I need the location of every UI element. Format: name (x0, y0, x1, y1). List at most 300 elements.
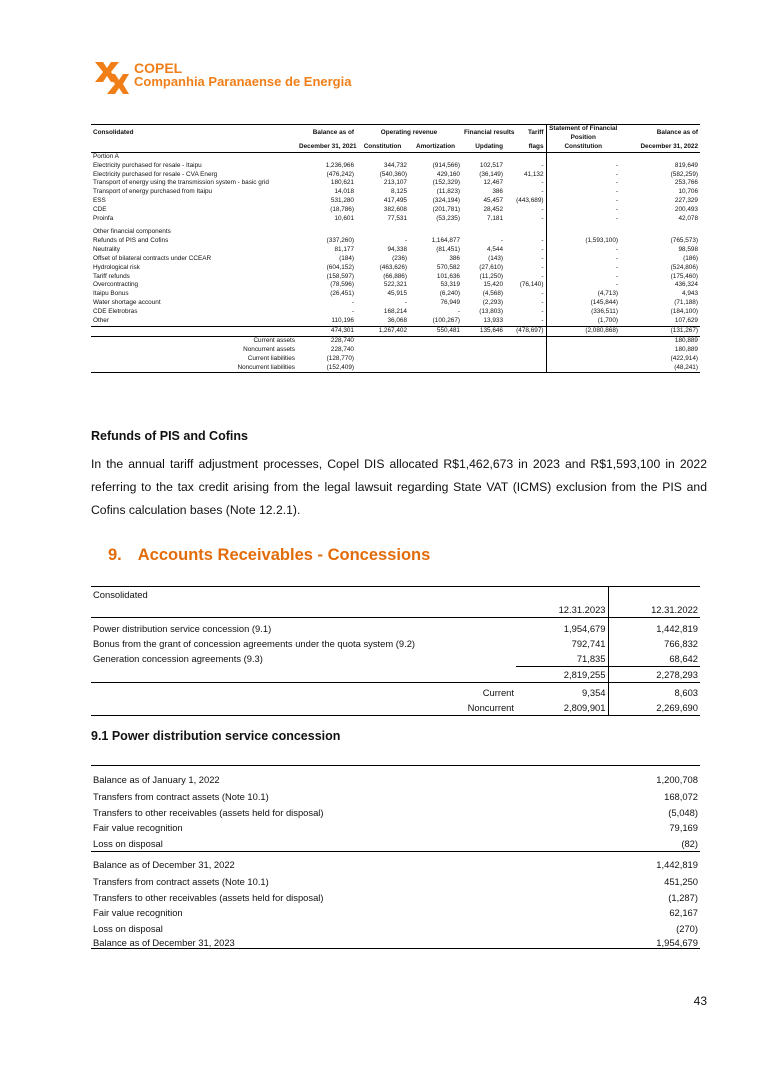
row-label: Transport of energy using the transmission system - basic grid (93, 179, 269, 187)
table-cell: - (546, 255, 620, 264)
table-cell: (18,786) (330, 206, 354, 214)
table-row (91, 290, 700, 299)
table-cell: (175,460) (670, 272, 698, 280)
table-cell: 14,018 (334, 188, 354, 196)
summary-value: 228,740 (330, 345, 354, 353)
table-cell: 9,354 (582, 687, 606, 698)
receivables-header-row (91, 602, 700, 618)
table-cell: 382,608 (383, 206, 407, 214)
column-header: Updating (462, 143, 505, 152)
table-row (91, 281, 700, 290)
table-cell: - (351, 299, 354, 307)
table-cell: 819,649 (674, 161, 698, 169)
table-row (91, 206, 700, 215)
other-components-label: Other financial components (93, 227, 171, 235)
table-cell: (66,886) (383, 272, 407, 280)
empty-cell (620, 152, 700, 161)
summary-value: (422,914) (670, 354, 698, 362)
empty-cell (505, 152, 546, 161)
table-row (91, 820, 700, 836)
table-cell: (145,844) (546, 299, 620, 308)
empty-cell (505, 355, 546, 364)
table-cell: 213,107 (383, 179, 407, 187)
section-9-1-heading: 9.1 Power distribution service concession (91, 729, 341, 743)
table-cell: 8,125 (391, 188, 407, 196)
table-row (91, 921, 700, 937)
table-cell: (36,149) (479, 170, 503, 178)
table-row (91, 246, 700, 255)
empty-cell (409, 364, 462, 373)
table-cell: - (546, 215, 620, 224)
portion-a-label: Portion A (93, 152, 119, 160)
empty-cell (516, 587, 608, 603)
table-cell: 71,835 (576, 653, 606, 664)
total-cell: (2,080,868) (546, 326, 620, 336)
table-cell: - (541, 215, 544, 223)
row-label: Itaipu Bonus (93, 290, 129, 298)
table-cell: 386 (449, 254, 460, 262)
table-cell: (337,260) (326, 236, 354, 244)
receivables-corner-row (91, 587, 700, 603)
column-header: Amortization (409, 143, 462, 152)
total-row (91, 667, 700, 683)
summary-value: 180,889 (674, 345, 698, 353)
row-label: Neutrality (93, 245, 120, 253)
table-cell: (6,240) (439, 290, 460, 298)
table-row (91, 308, 700, 317)
table-cell: 76,949 (440, 299, 460, 307)
table-cell: (152,329) (432, 179, 460, 187)
table-cell: 42,078 (678, 215, 698, 223)
table-cell: 101,636 (436, 272, 460, 280)
row-label: Transfers to other receivables (assets held for disposal) (93, 891, 324, 903)
empty-cell (546, 228, 620, 237)
table-cell: (582,259) (670, 170, 698, 178)
receivables-table (91, 586, 700, 716)
table-cell: (71,188) (674, 299, 698, 307)
table-cell: 451,250 (664, 876, 698, 888)
table-row (91, 317, 700, 326)
row-label: Fair value recognition (93, 907, 183, 919)
table-cell: (4,713) (546, 290, 620, 299)
table-row (91, 852, 700, 875)
total-cell: (478,697) (505, 326, 546, 336)
table-cell: - (546, 273, 620, 282)
header-blank (91, 143, 297, 152)
table-row (91, 618, 700, 637)
table-cell: - (541, 290, 544, 298)
table-cell: (53,235) (436, 215, 460, 223)
table-cell: - (541, 161, 544, 169)
column-header: Tariff (505, 125, 546, 143)
table-cell: (26,451) (330, 290, 354, 298)
row-label: Refunds of PIS and Cofins (93, 236, 169, 244)
empty-cell (462, 228, 505, 237)
row-label: Transfers from contract assets (Note 10.1) (93, 791, 269, 803)
table-cell: 570,582 (436, 263, 460, 271)
column-header: Balance as of (297, 125, 356, 143)
table-cell: 792,741 (571, 638, 606, 649)
refunds-paragraph: In the annual tariff adjustment processes, Copel DIS allocated R$1,462,673 in 2023 and R$1,593,100 in 2022 referring to the tax credit arising from the legal lawsuit regarding State VAT (ICMS) exclusion from the PIS and Cofins calculation bases (Note 12.2.1). (91, 457, 707, 517)
empty-cell (356, 336, 409, 345)
table-cell: 62,167 (669, 907, 698, 919)
table-row (91, 215, 700, 224)
total-cell: 2,819,255 (516, 667, 608, 683)
table-cell: (270) (676, 922, 698, 934)
table-cell: - (541, 179, 544, 187)
table-cell: 2,809,901 (516, 700, 608, 716)
table-cell: 107,629 (674, 317, 698, 325)
table-cell: (540,360) (379, 170, 407, 178)
table-cell: 1,236,966 (325, 161, 354, 169)
table-row (91, 836, 700, 852)
table-cell: 110,196 (331, 317, 354, 325)
table-cell: 344,732 (383, 161, 407, 169)
table-row (91, 636, 700, 651)
table-cell: 53,319 (440, 281, 460, 289)
table-cell: 1,442,819 (608, 618, 700, 637)
table-row (91, 264, 700, 273)
table-row (91, 255, 700, 264)
table-cell: 1,200,708 (571, 766, 700, 790)
table-row (91, 766, 700, 790)
empty-cell (409, 346, 462, 355)
column-header: Constitution (546, 143, 620, 152)
table-cell: 168,072 (664, 791, 698, 803)
row-label: Other (93, 317, 109, 325)
table-cell: (13,803) (479, 308, 503, 316)
table-cell: 45,915 (387, 290, 407, 298)
row-label: Power distribution service concession (9.1) (93, 623, 272, 634)
table-corner-label: Consolidated (91, 587, 516, 603)
column-header: December 31, 2022 (620, 143, 700, 152)
table-cell: 417,495 (383, 197, 407, 205)
row-label: Fair value recognition (93, 822, 183, 834)
table-cell: (201,781) (432, 206, 460, 214)
total-cell (91, 326, 297, 336)
table-row (91, 171, 700, 180)
table-cell: (184,100) (670, 308, 698, 316)
empty-cell (297, 152, 356, 161)
table-cell: (5,048) (668, 806, 698, 818)
table-cell: 77,531 (387, 215, 407, 223)
table-cell: (11,823) (436, 188, 460, 196)
copel-logo (93, 60, 353, 100)
table-row (91, 936, 700, 949)
table-cell: 1,442,819 (571, 852, 700, 875)
column-header: flags (505, 143, 546, 152)
table-row (91, 905, 700, 921)
refunds-heading: Refunds of PIS and Cofins (91, 429, 248, 443)
row-label: Current (482, 687, 514, 698)
table-cell: (914,566) (432, 161, 460, 169)
table-cell: (2,293) (482, 299, 503, 307)
table-row (91, 651, 700, 667)
row-label: Balance as of January 1, 2022 (91, 766, 571, 790)
table-row (91, 237, 700, 246)
table-cell: (11,250) (479, 272, 503, 280)
table-corner-label: Consolidated (91, 125, 297, 143)
table-cell: 41,132 (523, 170, 544, 178)
table-row (91, 299, 700, 308)
regulatory-assets-table (91, 124, 700, 373)
row-label: CDE Eletrobras (93, 308, 138, 316)
table-row (91, 197, 700, 206)
table-cell: - (404, 299, 407, 307)
empty-cell (505, 336, 546, 345)
header-row-2 (91, 143, 700, 152)
total-cell: 474,301 (297, 326, 356, 336)
empty-cell (505, 364, 546, 373)
split-row (91, 700, 700, 716)
empty-cell (546, 355, 620, 364)
summary-row (91, 346, 700, 355)
table-cell: 10,601 (334, 215, 354, 223)
table-cell: 1,954,679 (571, 936, 700, 949)
column-header: December 31, 2021 (297, 143, 356, 152)
total-label (91, 667, 516, 683)
empty-cell (462, 355, 505, 364)
table-cell: (476,242) (326, 170, 354, 178)
table-cell: - (541, 245, 544, 253)
table-cell: - (541, 236, 544, 244)
table-cell: 436,324 (674, 281, 698, 289)
table-cell: 429,160 (436, 170, 460, 178)
row-label: Water shortage account (93, 299, 161, 307)
table-cell: 98,598 (678, 245, 698, 253)
table-cell: 8,603 (608, 683, 700, 701)
table-cell: 7,181 (487, 215, 503, 223)
table-cell: (524,806) (670, 263, 698, 271)
table-cell: - (541, 188, 544, 196)
table-cell: - (541, 308, 544, 316)
table-cell: 227,329 (674, 197, 698, 205)
table-cell: (336,511) (546, 308, 620, 317)
summary-value: (128,770) (326, 354, 354, 362)
row-label: Tariff refunds (93, 272, 130, 280)
total-cell: 2,278,293 (608, 667, 700, 683)
table-cell: (324,194) (432, 197, 460, 205)
column-header: Operating revenue (356, 125, 462, 143)
section-9-heading (108, 546, 430, 565)
concession-movement-table (91, 765, 700, 949)
empty-cell (409, 336, 462, 345)
table-row (91, 805, 700, 821)
row-label: Electricity purchased for resale - CVA Energ (93, 170, 218, 178)
row-label: Balance as of December 31, 2022 (91, 852, 571, 875)
other-components-row (91, 228, 700, 237)
table-cell: 81,177 (334, 245, 354, 253)
table-cell: (236) (392, 254, 407, 262)
summary-row (91, 336, 700, 345)
column-header: Constitution (356, 143, 409, 152)
header-row-1 (91, 125, 700, 143)
table-row (91, 789, 700, 805)
total-cell: 1,267,402 (356, 326, 409, 336)
table-cell: - (546, 171, 620, 180)
table-cell: 168,214 (383, 308, 407, 316)
table-cell: (604,152) (326, 263, 354, 271)
table-cell: 766,832 (608, 636, 700, 651)
table-row (91, 162, 700, 171)
empty-cell (462, 346, 505, 355)
empty-cell (409, 152, 462, 161)
copel-logo-icon (93, 60, 129, 96)
row-label: Loss on disposal (93, 922, 163, 934)
summary-label: Current liabilities (247, 354, 295, 362)
table-cell: (27,610) (479, 263, 503, 271)
empty-cell (356, 355, 409, 364)
header-blank (91, 602, 516, 618)
empty-cell (297, 228, 356, 237)
table-cell: (765,573) (670, 236, 698, 244)
table-cell: (443,689) (516, 197, 544, 205)
table-cell: - (546, 246, 620, 255)
table-cell: - (541, 317, 544, 325)
portion-a-row (91, 152, 700, 161)
summary-label: Noncurrent liabilities (91, 364, 297, 373)
empty-cell (356, 228, 409, 237)
table-cell: 4,943 (682, 290, 698, 298)
table-cell: 94,338 (387, 245, 407, 253)
summary-value: (48,241) (620, 364, 700, 373)
table-cell: 200,493 (674, 206, 698, 214)
summary-value: 228,740 (330, 336, 354, 344)
empty-cell (356, 364, 409, 373)
table-cell: 13,933 (483, 317, 503, 325)
page-number: 43 (693, 994, 707, 1008)
total-cell: 135,646 (462, 326, 505, 336)
table-cell: 522,321 (383, 281, 407, 289)
section-9-title: Accounts Receivables - Concessions (137, 546, 431, 564)
empty-cell (409, 355, 462, 364)
empty-cell (608, 587, 700, 603)
table-cell: 1,954,679 (563, 623, 606, 634)
section-9-number: 9. (108, 546, 122, 564)
column-header: 12.31.2023 (516, 602, 608, 618)
empty-cell (356, 346, 409, 355)
empty-cell (462, 152, 505, 161)
table-cell: 180,621 (330, 179, 354, 187)
empty-cell (620, 228, 700, 237)
table-cell: 45,457 (483, 197, 503, 205)
table-cell: - (541, 206, 544, 214)
table-cell: - (546, 281, 620, 290)
empty-cell (546, 336, 620, 345)
empty-cell (546, 152, 620, 161)
summary-row (91, 355, 700, 364)
summary-label: Current assets (253, 336, 295, 344)
total-row (91, 326, 700, 336)
total-cell: (131,267) (620, 326, 700, 336)
row-label: Offset of bilateral contracts under CCEAR (93, 254, 212, 262)
row-label: Noncurrent (91, 700, 516, 716)
split-row (91, 683, 700, 701)
table-cell: - (541, 254, 544, 262)
row-label: Overcontracting (93, 281, 139, 289)
table-cell: (1,593,100) (546, 237, 620, 246)
table-row (91, 890, 700, 906)
table-cell: - (546, 162, 620, 171)
table-cell: 253,766 (674, 179, 698, 187)
empty-cell (356, 152, 409, 161)
table-cell: (78,596) (330, 281, 354, 289)
row-label: Loss on disposal (93, 837, 163, 849)
table-cell: (186) (683, 254, 698, 262)
table-cell: - (546, 264, 620, 273)
table-cell: (158,597) (326, 272, 354, 280)
company-short-name: COPEL (134, 60, 183, 76)
table-row (91, 273, 700, 282)
table-cell: - (457, 308, 460, 316)
table-row (91, 874, 700, 890)
row-label: CDE (93, 206, 107, 214)
row-label: Transport of energy purchased from Itaipu (93, 188, 213, 196)
table-cell: 386 (492, 188, 503, 196)
table-cell: 102,517 (479, 161, 503, 169)
row-label: Balance as of December 31, 2023 (91, 936, 571, 949)
empty-cell (546, 346, 620, 355)
empty-cell (462, 336, 505, 345)
table-cell: 15,420 (483, 281, 503, 289)
table-cell: 79,169 (669, 822, 698, 834)
table-cell: (463,626) (379, 263, 407, 271)
column-header: 12.31.2022 (608, 602, 700, 618)
summary-value: (152,409) (297, 364, 356, 373)
summary-row (91, 364, 700, 373)
table-cell: - (546, 179, 620, 188)
table-row (91, 188, 700, 197)
column-header: Statement of Financial Position (546, 125, 620, 143)
column-header: Balance as of (620, 125, 700, 143)
table-cell: (184) (339, 254, 354, 262)
row-label: Hydrological risk (93, 263, 140, 271)
table-cell: 531,280 (330, 197, 354, 205)
table-cell: (1,287) (668, 891, 698, 903)
table-row (91, 179, 700, 188)
table-cell: - (351, 308, 354, 316)
row-label: ESS (93, 197, 106, 205)
table-cell: 1,164,877 (431, 236, 460, 244)
table-cell: - (546, 197, 620, 206)
row-label: Transfers from contract assets (Note 10.1) (93, 876, 269, 888)
table-cell: 4,544 (487, 245, 503, 253)
table-cell: (143) (488, 254, 503, 262)
table-cell: 36,068 (387, 317, 407, 325)
table-cell: - (546, 206, 620, 215)
table-cell: (82) (681, 837, 698, 849)
summary-value: 180,889 (674, 336, 698, 344)
table-cell: 10,706 (678, 188, 698, 196)
table-cell: 68,642 (608, 651, 700, 667)
table-cell: - (546, 188, 620, 197)
row-label: Proinfa (93, 215, 114, 223)
total-cell: 550,481 (409, 326, 462, 336)
empty-cell (462, 364, 505, 373)
summary-label: Noncurrent assets (243, 345, 295, 353)
table-cell: 12,467 (483, 179, 503, 187)
row-label: Generation concession agreements (9.3) (93, 653, 263, 665)
row-label: Electricity purchased for resale - Itaipu (93, 161, 202, 169)
row-label: Transfers to other receivables (assets held for disposal) (93, 806, 324, 818)
table-cell: 2,269,690 (608, 700, 700, 716)
table-cell: - (541, 299, 544, 307)
table-cell: - (500, 236, 503, 244)
table-cell: (100,267) (432, 317, 460, 325)
table-cell: (4,568) (482, 290, 503, 298)
table-cell: (76,140) (519, 281, 544, 289)
column-header: Financial results (462, 125, 505, 143)
